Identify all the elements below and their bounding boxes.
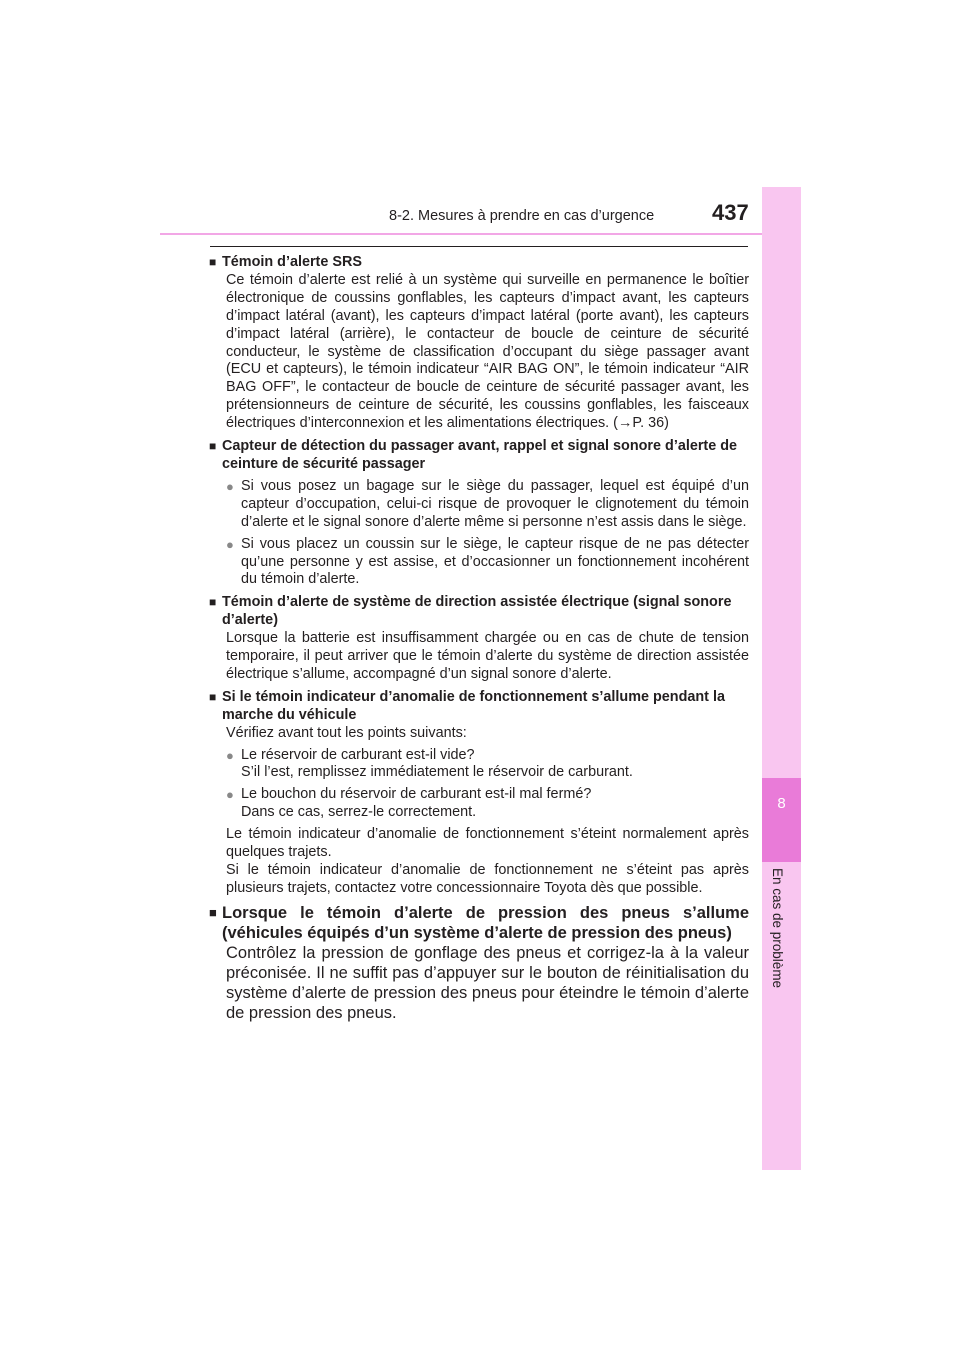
- page-number: 437: [712, 200, 749, 225]
- circle-bullet-icon: ●: [226, 478, 234, 494]
- list-item-question: Le réservoir de carburant est-il vide?: [241, 746, 475, 763]
- section-paragraph: Lorsque la batterie est insuffisamment chargée ou en cas de chute de tension temporaire, il peut arriver que le témoin d’alerte du système de direction assistée électrique s’allume, accompagné d’un signal sonore d’alerte.: [226, 630, 749, 682]
- section-paragraph: Ce témoin d’alerte est relié à un système qui surveille en permanence le boîtier électronique de coussins gonflables, les capteurs d’impact avant, les capteurs d’impact latéral (avant), les capteurs d’impact latéral (porte avant), les capteurs d’impact latéral (arrière), le contacteur de boucle de ceinture de sécurité conducteur, le système de classification d’occupant du siège passager avant (ECU et capteurs), le témoin indicateur “AIR BAG ON”, le témoin indicateur “AIR BAG OFF”, le contacteur de boucle de ceinture de sécurité passager avant, les prétensionneurs de ceinture de sécurité, les coussins gonflables, les faisceaux électriques d’interconnexion et les alimentations électriques. (→P. 36): [226, 271, 749, 432]
- section-paragraph: Le témoin indicateur d’anomalie de fonctionnement s’éteint normalement après quelques trajets.: [226, 826, 749, 861]
- section-title: Lorsque le témoin d’alerte de pression des pneus s’allume (véhicules équipés d’un système d’alerte de pression des pneus): [222, 903, 749, 942]
- section-title: Capteur de détection du passager avant, rappel et signal sonore d’alerte de ceinture de sécurité passager: [222, 438, 738, 472]
- chapter-side-tab: [762, 187, 801, 1170]
- list-item: [209, 786, 749, 822]
- circle-bullet-icon: ●: [226, 787, 234, 803]
- chapter-number: 8: [777, 795, 786, 812]
- square-bullet-icon: ■: [209, 595, 217, 610]
- square-bullet-icon: ■: [209, 255, 217, 269]
- section-title: Témoin d’alerte SRS: [222, 254, 362, 270]
- header-section-title: 8-2. Mesures à prendre en cas d’urgence: [389, 208, 655, 224]
- circle-bullet-icon: ●: [226, 536, 234, 552]
- section-paragraph: Contrôlez la pression de gonflage des pneus et corrigez-la à la valeur préconisée. Il ne suffit pas d’appuyer sur le bouton de réinitialisation du système d’alerte de pression des pneus pour éteindre le témoin d’alerte de pression des pneus.: [226, 943, 749, 1022]
- header-rule: [160, 233, 800, 235]
- main-content: [209, 254, 749, 1023]
- page-header: [0, 0, 960, 240]
- content-rule: [210, 246, 748, 247]
- section-title: Témoin d’alerte de système de direction assistée électrique (signal sonore d’alerte): [222, 594, 732, 629]
- list-item: [209, 478, 749, 532]
- square-bullet-icon: ■: [209, 904, 217, 920]
- section-intro: Vérifiez avant tout les points suivants:: [226, 724, 467, 741]
- chapter-label: En cas de problème: [770, 868, 785, 989]
- list-item-text: Si vous placez un coussin sur le siège, le capteur risque de ne pas détecter qu’une personne y est assise, et d’occasionner un fonctionnement incohérent du témoin d’alerte.: [241, 535, 749, 588]
- section-srs-warning: [209, 254, 749, 433]
- list-item: [209, 747, 749, 783]
- section-passenger-sensor: [209, 438, 749, 589]
- section-malfunction-indicator: [209, 689, 749, 898]
- section-title: Si le témoin indicateur d’anomalie de fonctionnement s’allume pendant la marche du véhicule: [222, 688, 725, 723]
- list-item-question: Le bouchon du réservoir de carburant est-il mal fermé?: [241, 786, 592, 803]
- list-item: [209, 536, 749, 590]
- list-item-answer: S’il l’est, remplissez immédiatement le réservoir de carburant.: [241, 764, 633, 781]
- list-item-text: Si vous posez un bagage sur le siège du passager, lequel est équipé d’un capteur d’occupation, celui-ci risque de provoquer le clignotement du témoin d’alerte et le signal sonore d’alerte même si personne n’est assis dans le siège.: [241, 477, 749, 530]
- square-bullet-icon: ■: [209, 689, 217, 704]
- section-power-steering: [209, 594, 749, 684]
- section-paragraph: Si le témoin indicateur d’anomalie de fonctionnement ne s’éteint pas après plusieurs trajets, contactez votre concessionnaire Toyota dès que possible.: [226, 862, 749, 896]
- list-item-answer: Dans ce cas, serrez-le correctement.: [241, 804, 477, 821]
- square-bullet-icon: ■: [209, 439, 217, 454]
- circle-bullet-icon: ●: [226, 747, 234, 763]
- chapter-tab-marker: [762, 778, 801, 862]
- section-tire-pressure: [209, 903, 749, 1023]
